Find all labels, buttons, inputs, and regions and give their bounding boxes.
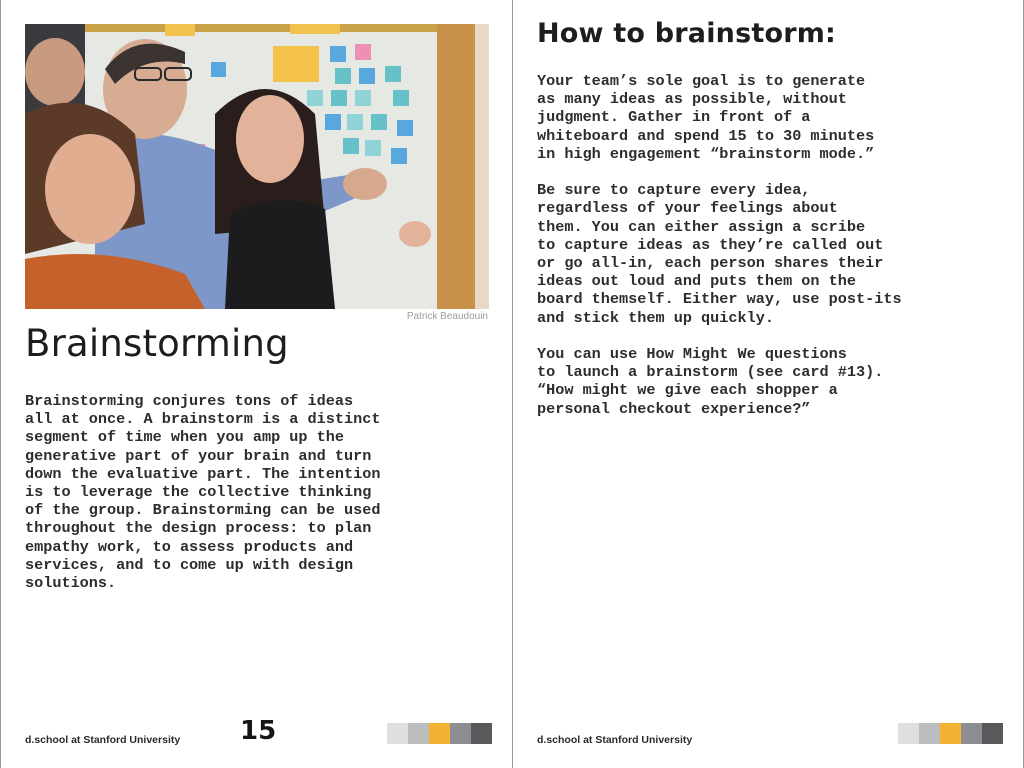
paragraph-line: board themself. Either way, use post-its <box>537 290 902 309</box>
paragraph <box>537 181 902 327</box>
color-swatch-strip <box>387 723 492 744</box>
color-swatch <box>898 723 919 744</box>
paragraph-line: in high engagement “brainstorm mode.” <box>537 144 875 163</box>
paragraph-line: to launch a brainstorm (see card #13). <box>537 363 884 382</box>
color-swatch-strip <box>898 723 1003 744</box>
color-swatch <box>429 723 450 744</box>
color-swatch <box>940 723 961 744</box>
footer-school-label: d.school at Stanford University <box>537 734 693 746</box>
paragraph-line: and stick them up quickly. <box>537 308 774 327</box>
intro-line: generative part of your brain and turn <box>25 446 372 465</box>
intro-text <box>25 392 380 592</box>
intro-line: of the group. Brainstorming can be used <box>25 501 381 520</box>
intro-line: solutions. <box>25 574 117 593</box>
intro-line: services, and to come up with design <box>25 555 354 574</box>
paragraph-line: “How might we give each shopper a <box>537 381 838 400</box>
paragraph-line: You can use How Might We questions <box>537 345 847 364</box>
intro-line: all at once. A brainstorm is a distinct <box>25 410 381 429</box>
photo-credit: Patrick Beaudouin <box>406 311 488 322</box>
paragraph-line: regardless of your feelings about <box>537 199 838 218</box>
color-swatch <box>450 723 471 744</box>
paragraph-line: ideas out loud and puts them on the <box>537 272 856 291</box>
paragraph-line: whiteboard and spend 15 to 30 minutes <box>537 126 875 145</box>
section-heading: How to brainstorm: <box>537 18 837 49</box>
paragraph-line: personal checkout experience?” <box>537 399 811 418</box>
intro-line: segment of time when you amp up the <box>25 428 344 447</box>
paragraph-line: Your team’s sole goal is to generate <box>537 72 866 90</box>
intro-line: is to leverage the collective thinking <box>25 483 372 502</box>
intro-line: empathy work, to assess products and <box>25 537 354 556</box>
paragraph-line: to capture ideas as they’re called out <box>537 235 884 254</box>
color-swatch <box>961 723 982 744</box>
color-swatch <box>982 723 1003 744</box>
paragraph-line: as many ideas as possible, without <box>537 90 847 109</box>
paragraph <box>537 72 902 163</box>
paragraph-line: them. You can either assign a scribe <box>537 217 866 236</box>
page-number: 15 <box>240 716 277 746</box>
intro-line: throughout the design process: to plan <box>25 519 372 538</box>
paragraph <box>537 345 902 418</box>
brainstorm-photo-illustration <box>25 24 489 309</box>
color-swatch <box>471 723 492 744</box>
card-title: Brainstorming <box>25 322 289 365</box>
color-swatch <box>387 723 408 744</box>
instructions-text <box>537 72 902 436</box>
intro-line: down the evaluative part. The intention <box>25 464 381 483</box>
intro-line: Brainstorming conjures tons of ideas <box>25 392 354 410</box>
brainstorm-photo <box>25 24 489 309</box>
paragraph-line: Be sure to capture every idea, <box>537 181 811 200</box>
paragraph-line: or go all-in, each person shares their <box>537 254 884 273</box>
footer-school-label: d.school at Stanford University <box>25 734 181 746</box>
color-swatch <box>919 723 940 744</box>
paragraph-line: judgment. Gather in front of a <box>537 108 811 127</box>
color-swatch <box>408 723 429 744</box>
